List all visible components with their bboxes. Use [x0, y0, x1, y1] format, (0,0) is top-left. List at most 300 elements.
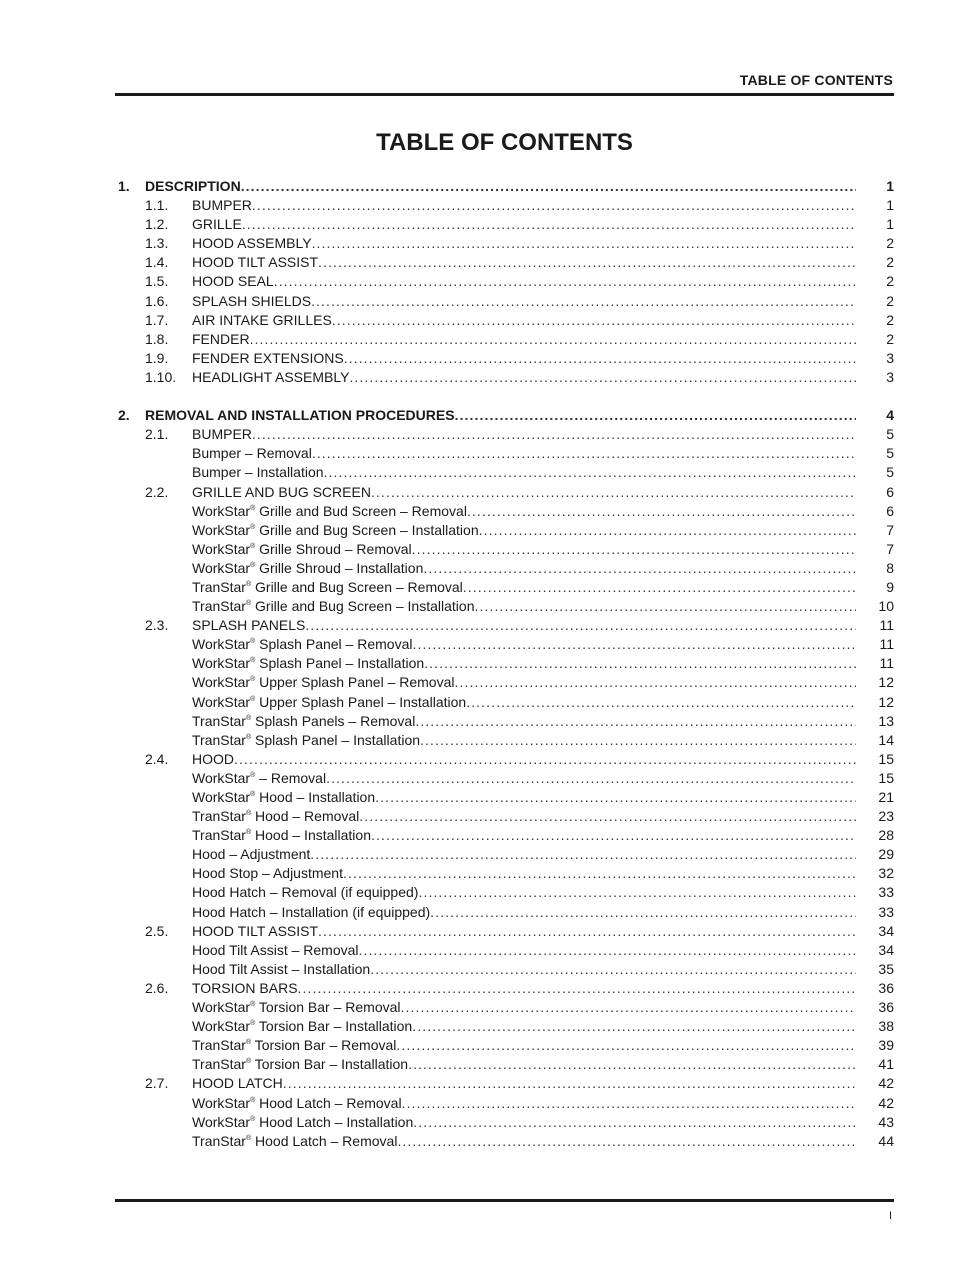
toc-entry-title [192, 292, 856, 311]
toc-entry-page: 2 [886, 254, 894, 271]
brand-name: TranStar [192, 598, 246, 615]
brand-name: TranStar [192, 712, 246, 729]
toc-entry-text: Splash Panel – Installation [255, 655, 425, 672]
toc-entry-title [145, 177, 856, 196]
toc-entry-text: Hood Tilt Assist – Removal [192, 941, 359, 958]
toc-entry-text: Hood Hatch – Removal (if equipped) [192, 884, 419, 901]
toc-entry-title [192, 635, 856, 654]
brand-name: WorkStar [192, 1018, 251, 1035]
toc-entry-title [192, 425, 856, 444]
toc-entry-text: Hood Stop – Adjustment [192, 865, 343, 882]
toc-entry-page: 5 [886, 426, 894, 443]
toc-entry-page: 36 [878, 999, 894, 1016]
toc-entry-title [192, 845, 856, 864]
toc-entry[interactable] [115, 883, 894, 902]
dot-leader [430, 903, 856, 922]
toc-entry[interactable] [115, 826, 894, 845]
toc-entry-page: 42 [878, 1094, 894, 1111]
toc-entry-title [192, 941, 856, 960]
toc-entry-text: Grille and Bug Screen – Installation [251, 598, 475, 615]
toc-entry[interactable] [115, 177, 894, 196]
registered-mark: ® [245, 580, 252, 588]
dot-leader [371, 826, 856, 845]
toc-entry-text: BUMPER [192, 197, 252, 214]
toc-entry[interactable] [115, 330, 894, 349]
toc-entry[interactable] [115, 712, 894, 731]
brand-name: WorkStar [192, 674, 251, 691]
toc-entry[interactable] [115, 1036, 894, 1055]
toc-entry[interactable] [115, 616, 894, 635]
toc-entry-title [192, 769, 856, 788]
toc-entry-text: HOOD TILT ASSIST [192, 922, 319, 939]
toc-entry-text: GRILLE AND BUG SCREEN [192, 483, 371, 500]
toc-entry-title [192, 330, 856, 349]
toc-entry[interactable] [115, 1074, 894, 1093]
toc-entry-text: Torsion Bar – Installation [255, 1018, 413, 1035]
toc-entry-text: Torsion Bar – Removal [255, 999, 401, 1016]
dot-leader [397, 1132, 856, 1151]
table-of-contents [115, 177, 894, 1151]
registered-mark: ® [245, 1058, 252, 1066]
toc-entry-page: 33 [878, 884, 894, 901]
brand-name: TranStar [192, 808, 246, 825]
toc-entry[interactable] [115, 311, 894, 330]
toc-entry-number: 1.4. [145, 254, 169, 271]
dot-leader [241, 177, 856, 196]
toc-entry-page: 42 [878, 1075, 894, 1092]
toc-entry-text: Splash Panel – Removal [255, 636, 413, 653]
registered-mark: ® [250, 1096, 256, 1104]
dot-leader [359, 807, 856, 826]
toc-entry[interactable] [115, 559, 894, 578]
brand-name: WorkStar [192, 521, 251, 538]
dot-leader [466, 693, 856, 712]
running-header-title: TABLE OF CONTENTS [739, 72, 893, 88]
toc-entry[interactable] [115, 272, 894, 291]
toc-entry-page: 43 [878, 1113, 894, 1130]
toc-entry-number: 2.4. [145, 750, 169, 767]
toc-entry-page: 32 [878, 865, 894, 882]
dot-leader [479, 521, 856, 540]
toc-entry-text: Hood Latch – Removal [255, 1094, 402, 1111]
toc-entry-page: 3 [886, 368, 894, 385]
toc-entry-title [192, 1036, 856, 1055]
toc-entry-text: FENDER EXTENSIONS [192, 349, 344, 366]
dot-leader [370, 960, 856, 979]
dot-leader [305, 616, 856, 635]
toc-entry-title [192, 883, 856, 902]
toc-entry[interactable] [115, 635, 894, 654]
toc-entry-title [192, 1094, 856, 1113]
toc-entry-title [192, 1055, 856, 1074]
dot-leader [412, 1017, 856, 1036]
registered-mark: ® [250, 771, 256, 779]
brand-name: WorkStar [192, 999, 251, 1016]
toc-entry-title [192, 712, 856, 731]
brand-name: WorkStar [192, 502, 251, 519]
toc-entry-page: 2 [886, 330, 894, 347]
toc-entry-number: 1. [118, 178, 130, 194]
registered-mark: ® [250, 1020, 256, 1028]
toc-entry-page: 2 [886, 292, 894, 309]
dot-leader [402, 1094, 856, 1113]
toc-entry-page: 10 [878, 598, 894, 615]
toc-entry-page: 2 [886, 311, 894, 328]
toc-entry-title [192, 368, 856, 387]
toc-entry-page: 3 [886, 349, 894, 366]
toc-entry-title [192, 807, 856, 826]
toc-entry-number: 1.3. [145, 235, 169, 252]
toc-entry-title [192, 521, 856, 540]
toc-entry-text: Hood – Installation [255, 789, 376, 805]
dot-leader [415, 712, 856, 731]
toc-entry-page: 44 [878, 1132, 894, 1149]
toc-entry-title [192, 540, 856, 559]
toc-entry[interactable] [115, 425, 894, 444]
header-rule [115, 93, 894, 96]
toc-entry[interactable] [115, 941, 894, 960]
toc-entry[interactable] [115, 368, 894, 387]
dot-leader [413, 1113, 856, 1132]
toc-entry-page: 34 [878, 922, 894, 939]
dot-leader [318, 922, 856, 941]
dot-leader [359, 941, 856, 960]
toc-entry-page: 36 [878, 979, 894, 996]
toc-entry[interactable] [115, 1094, 894, 1113]
dot-leader [396, 1036, 856, 1055]
toc-entry-title [192, 502, 856, 521]
brand-name: TranStar [192, 578, 246, 595]
dot-leader [455, 673, 857, 692]
dot-leader [274, 272, 856, 291]
dot-leader [455, 406, 856, 425]
brand-name: WorkStar [192, 693, 251, 710]
toc-entry-text: Torsion Bar – Removal [251, 1037, 397, 1054]
toc-entry-text: SPLASH PANELS [192, 617, 306, 634]
brand-name: WorkStar [192, 636, 251, 653]
toc-entry-text: HOOD [192, 750, 234, 767]
toc-entry-title [192, 215, 856, 234]
registered-mark: ® [250, 791, 256, 798]
toc-entry-number: 2.7. [145, 1075, 169, 1092]
toc-entry-title [192, 673, 856, 692]
toc-entry-title [192, 922, 856, 941]
toc-entry[interactable] [115, 540, 894, 559]
toc-entry-title [192, 903, 856, 922]
toc-entry[interactable] [115, 521, 894, 540]
dot-leader [463, 578, 856, 597]
dot-leader [252, 425, 856, 444]
toc-entry-number: 1.1. [145, 197, 169, 214]
toc-entry-title [192, 196, 856, 215]
toc-entry-page: 6 [886, 483, 894, 500]
dot-leader [349, 368, 856, 387]
toc-entry-text: GRILLE [192, 216, 242, 233]
toc-entry[interactable] [115, 1055, 894, 1074]
toc-entry-text: Grille Shroud – Installation [255, 559, 424, 576]
toc-entry-text: Bumper – Installation [192, 464, 324, 481]
toc-entry-title [192, 253, 856, 272]
toc-entry-title [192, 654, 856, 673]
dot-leader [242, 215, 856, 234]
toc-entry-title [192, 1113, 856, 1132]
toc-entry[interactable] [115, 234, 894, 253]
registered-mark: ® [245, 829, 252, 837]
brand-name: WorkStar [192, 540, 251, 557]
toc-entry-title [192, 597, 856, 616]
brand-name: TranStar [192, 1056, 246, 1073]
registered-mark: ® [250, 676, 256, 684]
registered-mark: ® [245, 714, 252, 722]
dot-leader [250, 330, 856, 349]
dot-leader [420, 731, 856, 750]
toc-entry-page: 38 [878, 1018, 894, 1035]
toc-entry[interactable] [115, 1017, 894, 1036]
toc-entry-number: 1.6. [145, 292, 169, 309]
toc-entry-text: HEADLIGHT ASSEMBLY [192, 368, 350, 385]
toc-entry-page: 41 [878, 1056, 894, 1073]
toc-entry-title [192, 1017, 856, 1036]
page-title: TABLE OF CONTENTS [376, 129, 633, 156]
toc-entry-page: 5 [886, 464, 894, 481]
toc-entry-number: 2.6. [145, 979, 169, 996]
brand-name: WorkStar [192, 1113, 251, 1130]
registered-mark: ® [250, 638, 256, 646]
dot-leader [234, 750, 856, 769]
toc-entry[interactable] [115, 960, 894, 979]
toc-entry[interactable] [115, 864, 894, 883]
toc-entry[interactable] [115, 597, 894, 616]
toc-entry-text: Grille Shroud – Removal [255, 540, 412, 557]
toc-entry-page: 7 [886, 540, 894, 557]
registered-mark: ® [250, 1115, 256, 1123]
toc-entry[interactable] [115, 349, 894, 368]
toc-entry[interactable] [115, 253, 894, 272]
toc-entry-text: TORSION BARS [192, 979, 298, 996]
dot-leader [408, 1055, 856, 1074]
toc-entry[interactable] [115, 769, 894, 788]
toc-entry-page: 11 [879, 636, 894, 653]
toc-entry-page: 11 [879, 655, 894, 672]
toc-entry-text: Hood – Adjustment [192, 846, 311, 863]
brand-name: WorkStar [192, 1094, 251, 1111]
toc-entry-text: HOOD ASSEMBLY [192, 235, 312, 252]
dot-leader [344, 349, 856, 368]
toc-entry-page: 34 [878, 941, 894, 958]
toc-entry-page: 1 [886, 197, 894, 214]
toc-entry-title [192, 463, 856, 482]
registered-mark: ® [250, 657, 256, 665]
toc-entry[interactable] [115, 731, 894, 750]
toc-entry[interactable] [115, 673, 894, 692]
toc-entry-number: 1.2. [145, 216, 169, 233]
toc-entry-page: 1 [886, 216, 894, 233]
footer-rule [115, 1199, 894, 1202]
toc-entry-page: 29 [878, 846, 894, 863]
brand-name: WorkStar [192, 655, 251, 672]
toc-entry[interactable] [115, 693, 894, 712]
toc-entry-page: 13 [878, 712, 894, 729]
toc-entry-title [192, 311, 856, 330]
toc-entry-title [192, 444, 856, 463]
registered-mark: ® [245, 600, 252, 608]
toc-entry-page: 35 [878, 960, 894, 977]
dot-leader [311, 292, 856, 311]
dot-leader [298, 979, 856, 998]
dot-leader [283, 1074, 856, 1093]
dot-leader [401, 998, 856, 1017]
toc-entry-title [192, 483, 856, 502]
toc-entry-page: 6 [886, 502, 894, 519]
brand-name: TranStar [192, 1132, 246, 1149]
toc-entry-text: AIR INTAKE GRILLES [192, 311, 332, 328]
registered-mark: ® [245, 733, 252, 741]
toc-entry-title [192, 960, 856, 979]
toc-entry[interactable] [115, 998, 894, 1017]
registered-mark: ® [250, 695, 256, 703]
toc-entry-page: 12 [878, 674, 894, 691]
registered-mark: ® [250, 1001, 256, 1009]
toc-entry-text: HOOD TILT ASSIST [192, 254, 319, 271]
toc-entry-text: Grille and Bug Screen – Removal [251, 578, 463, 595]
toc-entry-text: Grille and Bud Screen – Removal [255, 502, 467, 519]
toc-entry-text: SPLASH SHIELDS [192, 292, 312, 309]
page-number: I [888, 1210, 892, 1222]
dot-leader [326, 769, 856, 788]
registered-mark: ® [245, 810, 252, 818]
brand-name: TranStar [192, 731, 246, 748]
toc-entry-text: Grille and Bug Screen – Installation [255, 521, 479, 538]
toc-entry-title [192, 750, 856, 769]
registered-mark: ® [245, 1039, 252, 1047]
toc-entry-page: 8 [886, 559, 894, 576]
dot-leader [424, 654, 856, 673]
toc-entry[interactable] [115, 444, 894, 463]
toc-entry-page: 2 [886, 273, 894, 290]
toc-entry-page: 9 [886, 578, 894, 595]
toc-entry[interactable] [115, 979, 894, 998]
toc-entry[interactable] [115, 292, 894, 311]
toc-entry-title [192, 826, 856, 845]
toc-entry-number: 2.1. [145, 426, 169, 443]
dot-leader [310, 845, 856, 864]
dot-leader [312, 234, 856, 253]
toc-entry-title [192, 788, 856, 807]
registered-mark: ® [250, 542, 256, 550]
toc-entry-page: 4 [886, 407, 894, 424]
toc-entry-number: 2.2. [145, 483, 169, 500]
toc-entry-number: 2. [118, 407, 130, 424]
toc-entry[interactable] [115, 845, 894, 864]
registered-mark: ® [245, 1134, 252, 1142]
toc-entry-text: – Removal [255, 769, 327, 786]
registered-mark: ® [250, 561, 256, 569]
toc-entry-title [192, 693, 856, 712]
toc-entry[interactable] [115, 578, 894, 597]
dot-leader [343, 864, 856, 883]
toc-entry-text: FENDER [192, 330, 250, 347]
brand-name: WorkStar [192, 769, 251, 786]
toc-entry[interactable] [115, 922, 894, 941]
toc-entry[interactable] [115, 788, 894, 807]
toc-entry-page: 39 [878, 1037, 894, 1054]
toc-entry-page: 23 [878, 808, 894, 825]
toc-entry-text: Hood Tilt Assist – Installation [192, 960, 371, 977]
brand-name: TranStar [192, 827, 246, 844]
toc-entry[interactable] [115, 903, 894, 922]
toc-entry-text: Hood – Installation [251, 827, 371, 844]
toc-entry[interactable] [115, 1132, 894, 1151]
toc-entry[interactable] [115, 215, 894, 234]
dot-leader [312, 444, 856, 463]
brand-name: WorkStar [192, 789, 251, 805]
toc-entry-text: BUMPER [192, 426, 252, 443]
brand-name: TranStar [192, 1037, 246, 1054]
toc-entry-page: 11 [879, 617, 894, 634]
toc-entry-number: 1.5. [145, 273, 169, 290]
toc-entry[interactable] [115, 483, 894, 502]
toc-entry-text: REMOVAL AND INSTALLATION PROCEDURES [145, 407, 455, 424]
toc-entry-number: 2.3. [145, 617, 169, 634]
dot-leader [371, 483, 856, 502]
toc-entry-text: Hood Latch – Installation [255, 1113, 414, 1130]
toc-entry[interactable] [115, 1113, 894, 1132]
toc-entry-title [192, 349, 856, 368]
toc-entry-title [192, 272, 856, 291]
toc-entry-page: 21 [878, 789, 894, 805]
toc-entry-text: Upper Splash Panel – Removal [255, 674, 455, 691]
toc-entry[interactable] [115, 807, 894, 826]
registered-mark: ® [250, 504, 256, 512]
registered-mark: ® [250, 523, 256, 531]
toc-entry[interactable] [115, 196, 894, 215]
toc-entry-number: 1.10. [145, 368, 177, 385]
toc-entry-text: Splash Panels – Removal [251, 712, 416, 729]
toc-entry[interactable] [115, 654, 894, 673]
toc-entry[interactable] [115, 502, 894, 521]
dot-leader [252, 196, 856, 215]
toc-entry-number: 2.5. [145, 922, 169, 939]
toc-entry-text: Splash Panel – Installation [251, 731, 421, 748]
toc-entry-title [145, 406, 856, 425]
toc-entry-title [192, 731, 856, 750]
toc-entry-page: 1 [886, 178, 894, 194]
dot-leader [412, 540, 856, 559]
dot-leader [375, 788, 856, 807]
toc-entry-title [192, 979, 856, 998]
toc-entry-text: HOOD LATCH [192, 1075, 283, 1092]
toc-entry-page: 5 [886, 445, 894, 462]
toc-entry-title [192, 559, 856, 578]
toc-entry-page: 14 [878, 731, 894, 748]
toc-entry-page: 33 [878, 903, 894, 920]
dot-leader [324, 463, 856, 482]
toc-entry-title [192, 864, 856, 883]
brand-name: WorkStar [192, 559, 251, 576]
toc-entry-title [192, 616, 856, 635]
toc-entry-title [192, 234, 856, 253]
dot-leader [332, 311, 856, 330]
toc-entry-text: HOOD SEAL [192, 273, 274, 290]
toc-entry-number: 1.7. [145, 311, 169, 328]
toc-entry-page: 2 [886, 235, 894, 252]
dot-leader [418, 883, 856, 902]
toc-entry[interactable] [115, 463, 894, 482]
toc-entry[interactable] [115, 750, 894, 769]
toc-entry[interactable] [115, 406, 894, 425]
toc-entry-text: DESCRIPTION [145, 178, 241, 194]
dot-leader [474, 597, 856, 616]
